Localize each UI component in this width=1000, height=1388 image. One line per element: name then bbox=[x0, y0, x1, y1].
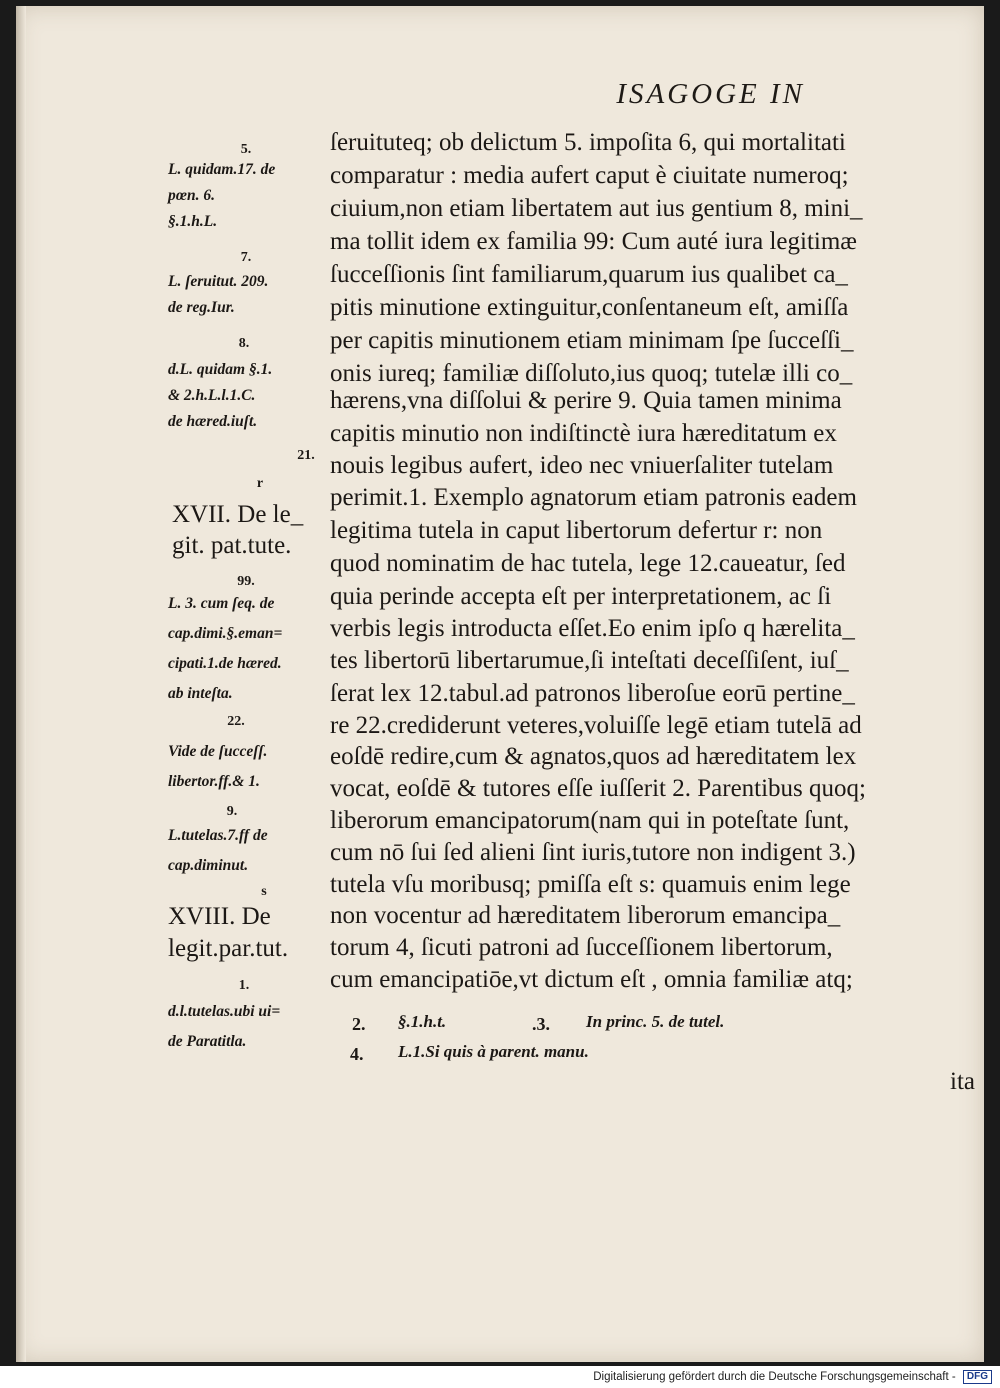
text-line: eoſdē redire,cum & agnatos,quos ad hæreditatem lex bbox=[330, 743, 857, 770]
text-line: non vocentur ad hæreditatem liberorum emancipa_ bbox=[330, 902, 841, 929]
footnote-number: .3. bbox=[532, 1014, 550, 1034]
catchword: ita bbox=[950, 1068, 975, 1095]
text-line: onis iureq; familiæ diſſoluto,ius quoq; tutelæ illi co_ bbox=[330, 360, 853, 387]
margin-note: de Paratitla. bbox=[168, 1033, 247, 1050]
footnote-text: L.1.Si quis à parent. manu. bbox=[398, 1042, 589, 1061]
text-line: quod nominatim de hac tutela, lege 12.caueatur, ſed bbox=[330, 550, 846, 577]
text-line: quia perinde accepta eſt per interpretationem, ac ſi bbox=[330, 583, 832, 610]
margin-number: 5. bbox=[240, 142, 252, 157]
text-line: vocat, eoſdē & tutores eſſe iuſſerit 2. Parentibus quoq; bbox=[330, 775, 866, 802]
margin-note: L. quidam.17. de bbox=[168, 161, 276, 178]
margin-note: de reg.Iur. bbox=[168, 299, 235, 316]
text-line: tutela vſu moribusq; pmiſſa eſt s: quamuis enim lege bbox=[330, 871, 851, 898]
margin-note: L.tutelas.7.ff de bbox=[168, 827, 268, 844]
margin-note: d.L. quidam §.1. bbox=[168, 361, 273, 378]
text-line: verbis legis introducta eſſet.Eo enim ipſo q hærelita_ bbox=[330, 615, 855, 642]
footnote-text: In princ. 5. de tutel. bbox=[586, 1012, 725, 1031]
margin-note: cap.dimi.§.eman= bbox=[168, 625, 283, 642]
margin-note: & 2.h.L.l.1.C. bbox=[168, 387, 256, 404]
margin-note: §.1.h.L. bbox=[168, 213, 218, 230]
margin-note: d.l.tutelas.ubi ui= bbox=[168, 1003, 281, 1020]
text-line: pitis minutione extinguitur,conſentaneum eſt, amiſſa bbox=[330, 294, 849, 321]
credit-text: Digitalisierung gefördert durch die Deutsche Forschungsgemeinschaft - bbox=[593, 1371, 956, 1384]
text-line: tes libertorū libertarumue,ſi inteſtati deceſſiſent, iuſ_ bbox=[330, 647, 849, 674]
text-line: nouis legibus aufert, ideo nec vniuerſaliter tutelam bbox=[330, 452, 834, 479]
margin-note: cipati.1.de hæred. bbox=[168, 655, 282, 672]
margin-note: L. 3. cum ſeq. de bbox=[168, 595, 275, 612]
text-line: ciuium,non etiam libertatem aut ius gentium 8, mini_ bbox=[330, 195, 863, 222]
margin-note: pœn. 6. bbox=[168, 187, 215, 204]
page-gutter bbox=[16, 6, 26, 1362]
digitization-credit bbox=[593, 1370, 992, 1384]
margin-number: 8. bbox=[238, 336, 250, 351]
text-line: ſucceſſionis ſint familiarum,quarum ius qualibet ca_ bbox=[330, 261, 848, 288]
margin-heading: git. pat.tute. bbox=[172, 532, 292, 559]
margin-number: 22. bbox=[227, 714, 245, 729]
margin-heading: legit.par.tut. bbox=[168, 935, 289, 962]
footnote-number: 2. bbox=[352, 1014, 366, 1034]
text-line: liberorum emancipatorum(nam qui in poteſtate ſunt, bbox=[330, 807, 850, 834]
footnote-text: §.1.h.t. bbox=[398, 1012, 447, 1031]
margin-note: cap.diminut. bbox=[168, 857, 249, 874]
margin-number: s bbox=[261, 884, 267, 899]
margin-number: 99. bbox=[237, 574, 255, 589]
text-line: re 22.crediderunt veteres,voluiſſe legē etiam tutelā ad bbox=[330, 712, 862, 739]
text-line: perimit.1. Exemplo agnatorum etiam patronis eadem bbox=[330, 484, 857, 511]
text-line: legitima tutela in caput libertorum defertur r: non bbox=[330, 517, 823, 544]
text-line: cum emancipatiōe,vt dictum eſt , omnia familiæ atq; bbox=[330, 966, 853, 993]
margin-note: de hæred.iuſt. bbox=[168, 413, 258, 430]
margin-number: r bbox=[256, 476, 264, 491]
footnote-number: 4. bbox=[350, 1044, 364, 1064]
dfg-logo-icon: DFG bbox=[963, 1370, 992, 1384]
text-line: comparatur : media aufert caput è ciuitate numeroq; bbox=[330, 162, 849, 189]
running-title: ISAGOGE IN bbox=[616, 78, 805, 110]
text-line: hærens,vna diſſolui & perire 9. Quia tamen minima bbox=[330, 387, 842, 414]
margin-note: Vide de ſucceſſ. bbox=[168, 743, 268, 760]
margin-number: 7. bbox=[240, 250, 252, 265]
text-line: per capitis minutionem etiam minimam ſpe ſucceſſi_ bbox=[330, 327, 854, 354]
margin-number: 9. bbox=[226, 804, 238, 819]
margin-heading: XVII. De le_ bbox=[172, 501, 304, 528]
margin-note: libertor.ff.& 1. bbox=[168, 773, 260, 790]
margin-number: 1. bbox=[238, 978, 250, 993]
text-line: ma tollit idem ex familia 99: Cum auté iura legitimæ bbox=[330, 228, 857, 255]
text-line: ſerat lex 12.tabul.ad patronos liberoſue eorū pertine_ bbox=[330, 680, 855, 707]
margin-heading: XVIII. De bbox=[168, 903, 271, 930]
text-line: torum 4, ſicuti patroni ad ſucceſſionem libertorum, bbox=[330, 934, 833, 961]
text-line: ſeruituteq; ob delictum 5. impoſita 6, qui mortalitati bbox=[330, 129, 846, 156]
margin-number: 21. bbox=[297, 448, 315, 463]
margin-note: L. ſeruitut. 209. bbox=[168, 273, 269, 290]
text-line: capitis minutio non indiſtinctè iura hæreditatum ex bbox=[330, 420, 837, 447]
text-line: cum nō ſui ſed alieni ſint iuris,tutore non indigent 3.) bbox=[330, 839, 856, 866]
margin-note: ab inteſta. bbox=[168, 685, 233, 702]
